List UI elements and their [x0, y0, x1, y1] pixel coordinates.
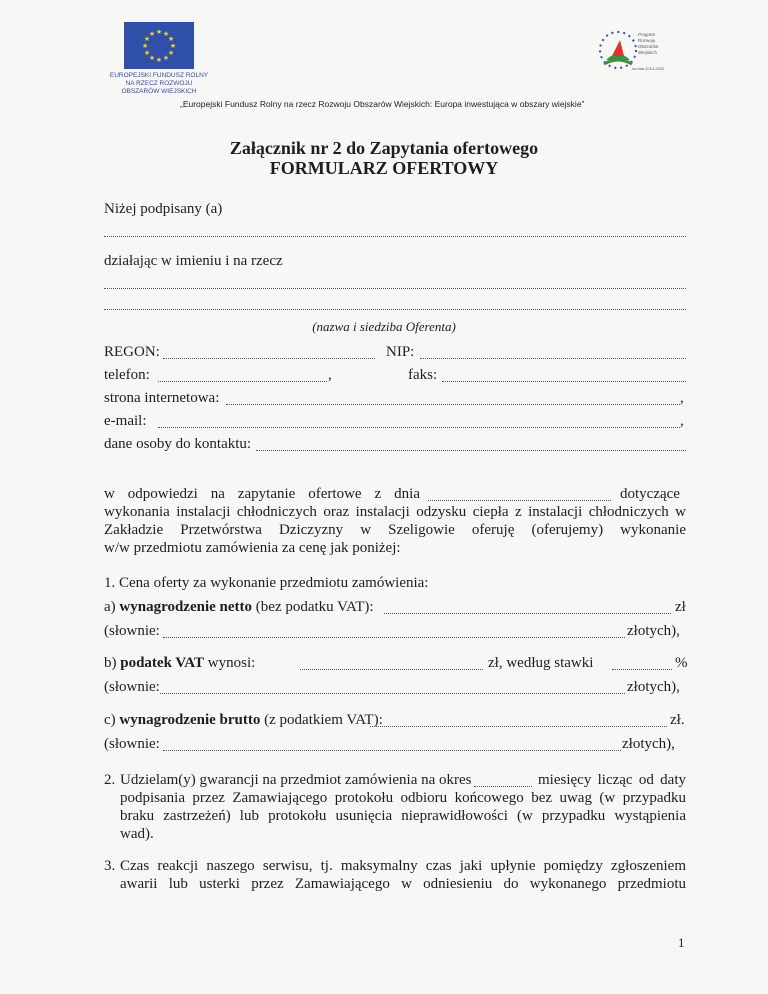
website-separator: , [680, 390, 684, 406]
inquiry-date-field[interactable] [428, 500, 611, 501]
warranty-line-4: wad). [120, 826, 154, 842]
fax-field[interactable] [442, 381, 686, 382]
warranty-line-3: braku zastrzeżeń) lub protokołu usunięcia nieprawidłowości (w przypadku wystąpienia [120, 808, 686, 824]
email-field[interactable] [158, 427, 680, 428]
email-separator: , [680, 413, 684, 429]
contact-label: dane osoby do kontaktu: [104, 436, 252, 452]
svg-text:★: ★ [148, 30, 156, 38]
contact-field[interactable] [256, 450, 686, 451]
intro-line-4: w/w przedmiotu zamówienia za cenę jak poniżej: [104, 540, 401, 556]
vat-rate-label: zł, według stawki [488, 655, 594, 671]
email-label: e-mail: [104, 413, 147, 429]
gross-price-unit: zł. [670, 712, 685, 728]
net-words-end: złotych), [627, 623, 680, 639]
acting-field-1[interactable] [104, 288, 686, 289]
vat-rate-field[interactable] [612, 669, 672, 670]
price-heading: 1. Cena oferty za wykonanie przedmiotu zamówienia: [104, 575, 429, 591]
phone-field[interactable] [158, 381, 327, 382]
net-words-label: (słownie: [104, 623, 160, 639]
nip-field[interactable] [420, 358, 686, 359]
vat-rate-unit: % [675, 655, 688, 671]
gross-words-label: (słownie: [104, 736, 160, 752]
website-label: strona internetowa: [104, 390, 220, 406]
vat-words-end: złotych), [627, 679, 680, 695]
warranty-line-1b: miesięcy licząc od daty [538, 772, 686, 788]
svg-text:★: ★ [148, 54, 156, 62]
phone-label: telefon: [104, 367, 150, 383]
svg-text:★: ★ [155, 56, 163, 64]
page-number: 1 [678, 935, 685, 950]
fax-label: faks: [408, 367, 438, 383]
vat-amount-field[interactable] [300, 669, 483, 670]
svg-text:★: ★ [167, 49, 175, 57]
warranty-line-2: podpisania przez Zamawiającego protokołu odbioru końcowego bez uwag (w przypadku [120, 790, 686, 806]
net-price-label: a) wynagrodzenie netto (bez podatku VAT): [104, 599, 374, 615]
regon-label: REGON: [104, 344, 160, 360]
svg-text:★: ★ [167, 35, 175, 43]
intro-line-3: Zakładzie Przetwórstwa Dziczyzny w Szeligowie oferuję (oferujemy) wykonanie [104, 522, 686, 538]
form-title: FORMULARZ OFERTOWY [269, 158, 499, 178]
svg-text:★: ★ [169, 42, 177, 50]
eu-flag-logo [124, 22, 194, 69]
signed-label: Niżej podpisany (a) [104, 201, 223, 217]
warranty-line-1a: Udzielam(y) gwarancji na przedmiot zamówienia na okres [120, 772, 472, 788]
acting-label: działając w imieniu i na rzecz [104, 253, 283, 269]
intro-line-1b: dotyczące [620, 486, 680, 502]
signed-field[interactable] [104, 236, 686, 237]
intro-line-1a: w odpowiedzi na zapytanie ofertowe z dnia [104, 486, 420, 502]
svg-text:★: ★ [141, 42, 149, 50]
name-caption: (nazwa i siedziba Oferenta) [312, 319, 456, 334]
warranty-number: 2. [104, 772, 116, 788]
document-title: Załącznik nr 2 do Zapytania ofertowego [229, 138, 539, 158]
intro-line-2: wykonania instalacji chłodniczych oraz instalacji odzysku ciepła z instalacji chłodniczych w [104, 504, 686, 520]
svg-text:★: ★ [162, 54, 170, 62]
gross-words-end: złotych), [622, 736, 675, 752]
service-number: 3. [104, 858, 116, 874]
svg-text:★: ★ [143, 35, 151, 43]
net-words-field[interactable] [163, 637, 625, 638]
phone-separator: , [328, 367, 332, 383]
eu-fund-label: EUROPEJSKI FUNDUSZ ROLNY NA RZECZ ROZWOJU OBSZARÓW WIEJSKICH [109, 72, 209, 95]
vat-label: b) podatek VAT wynosi: [104, 655, 256, 671]
gross-words-field[interactable] [163, 750, 621, 751]
regon-field[interactable] [163, 358, 375, 359]
svg-text:★: ★ [155, 28, 163, 36]
service-line-1: Czas reakcji naszego serwisu, tj. maksymalny czas jaki upłynie pomiędzy zgłoszeniem [120, 858, 686, 874]
net-price-unit: zł [675, 599, 686, 615]
warranty-months-field[interactable] [474, 786, 532, 787]
gross-price-field[interactable] [370, 726, 667, 727]
vat-words-field[interactable] [160, 693, 625, 694]
vat-words-label: (słownie: [104, 679, 160, 695]
nip-label: NIP: [386, 344, 415, 360]
svg-text:★: ★ [143, 49, 151, 57]
net-price-field[interactable] [384, 613, 671, 614]
prow-logo: Program Rozwoju Obszarów Wiejskich na lata 2014-2020 [596, 26, 666, 78]
service-line-2: awarii lub usterki przez Zamawiającego w odniesieniu do wykonanego przedmiotu [120, 876, 686, 892]
acting-field-2[interactable] [104, 309, 686, 310]
tagline: „Europejski Fundusz Rolny na rzecz Rozwoju Obszarów Wiejskich: Europa inwestująca w obszary wiejskie” [180, 99, 585, 109]
gross-price-label: c) wynagrodzenie brutto (z podatkiem VAT): [104, 712, 383, 728]
website-field[interactable] [226, 404, 680, 405]
svg-text:★: ★ [162, 30, 170, 38]
